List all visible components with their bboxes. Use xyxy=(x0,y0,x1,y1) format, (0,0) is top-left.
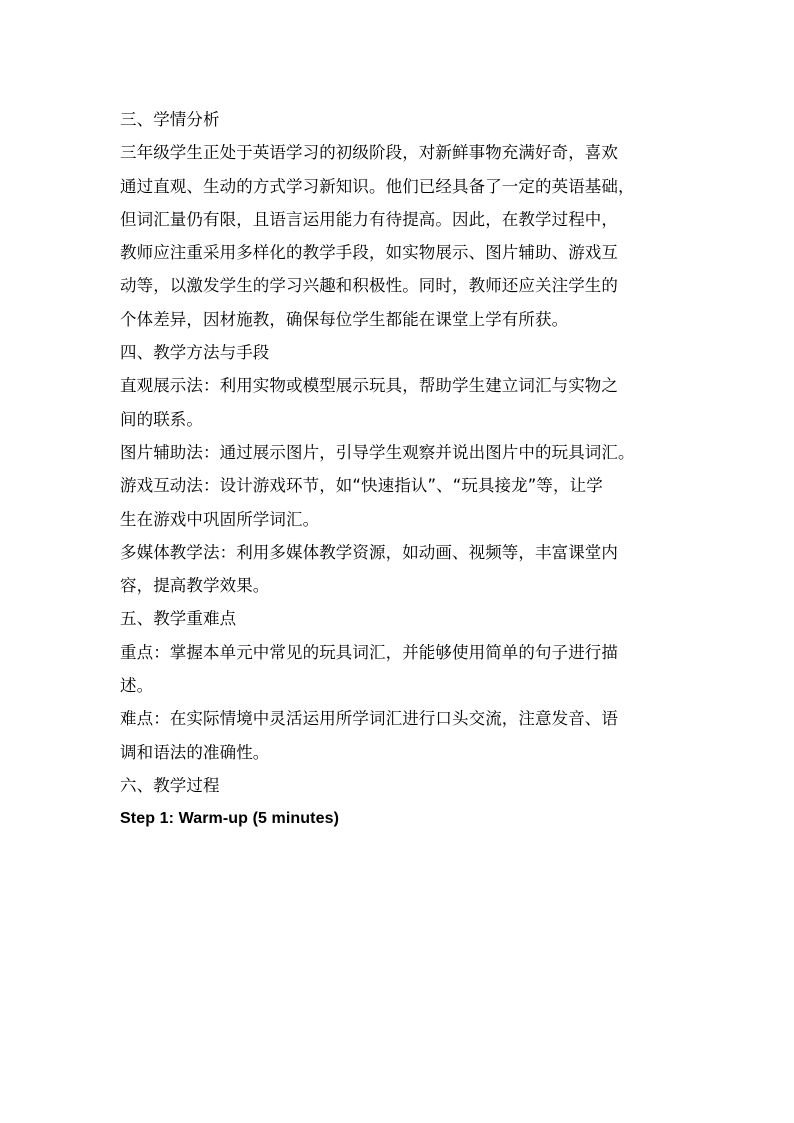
paragraph xyxy=(120,136,680,336)
paragraph xyxy=(120,469,680,536)
paragraph-line: 多媒体教学法：利用多媒体教学资源，如动画、视频等，丰富课堂内 xyxy=(120,542,618,562)
section-key-points xyxy=(120,602,680,768)
paragraph-line: 动等，以激发学生的学习兴趣和积极性。同时，教师还应关注学生的 xyxy=(120,276,618,296)
paragraph-line: 述。 xyxy=(120,676,154,696)
step-heading: Step 1: Warm-up (5 minutes) xyxy=(120,810,340,828)
section-heading: 六、教学过程 xyxy=(120,775,220,795)
section-heading: 三、学情分析 xyxy=(120,110,220,129)
paragraph xyxy=(120,369,680,436)
section-teaching-process xyxy=(120,769,680,836)
paragraph-line: 间的联系。 xyxy=(120,409,203,429)
paragraph xyxy=(120,702,680,769)
paragraph-line: 生在游戏中巩固所学词汇。 xyxy=(120,509,320,529)
paragraph-line: 游戏互动法：设计游戏环节，如“快速指认”、“玩具接龙”等，让学 xyxy=(120,476,603,496)
paragraph-line: 但词汇量仍有限，且语言运用能力有待提高。因此，在教学过程中， xyxy=(120,209,618,229)
paragraph-line: 图片辅助法：通过展示图片，引导学生观察并说出图片中的玩具词汇。 xyxy=(120,442,635,462)
paragraph-line: 调和语法的准确性。 xyxy=(120,742,270,762)
paragraph-line: 重点：掌握本单元中常见的玩具词汇，并能够使用简单的句子进行描 xyxy=(120,642,618,662)
paragraph-line: 通过直观、生动的方式学习新知识。他们已经具备了一定的英语基础， xyxy=(120,176,635,196)
paragraph-line: 个体差异，因材施教，确保每位学生都能在课堂上学有所获。 xyxy=(120,309,569,329)
paragraph-line: 三年级学生正处于英语学习的初级阶段，对新鲜事物充满好奇，喜欢 xyxy=(120,143,618,163)
section-heading: 五、教学重难点 xyxy=(120,609,237,629)
paragraph-line: 难点：在实际情境中灵活运用所学词汇进行口头交流，注意发音、语 xyxy=(120,709,618,729)
section-learner-analysis xyxy=(120,103,680,336)
paragraph xyxy=(120,636,680,703)
paragraph-line: 直观展示法：利用实物或模型展示玩具，帮助学生建立词汇与实物之 xyxy=(120,376,618,396)
document-body xyxy=(120,103,680,836)
paragraph-line: 容，提高教学效果。 xyxy=(120,576,270,596)
paragraph-line: 教师应注重采用多样化的教学手段，如实物展示、图片辅助、游戏互 xyxy=(120,243,618,263)
paragraph xyxy=(120,436,680,469)
section-teaching-methods xyxy=(120,336,680,602)
paragraph xyxy=(120,536,680,603)
section-heading: 四、教学方法与手段 xyxy=(120,343,270,363)
